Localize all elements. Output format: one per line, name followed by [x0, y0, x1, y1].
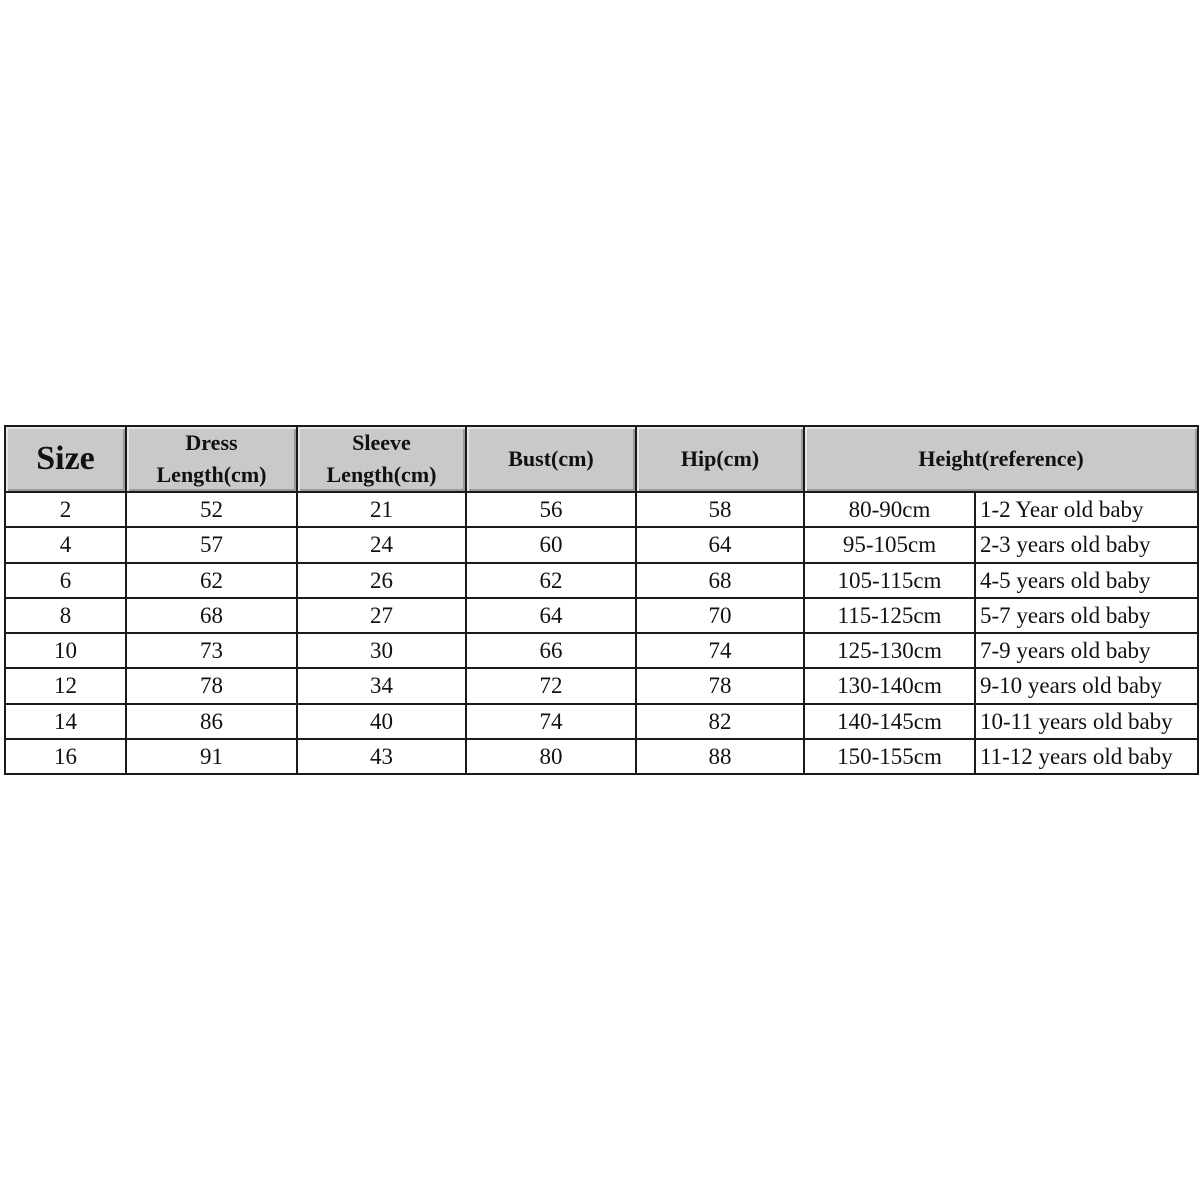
cell-hip: 70 — [636, 598, 804, 633]
cell-bust: 60 — [466, 527, 636, 562]
cell-height-cm: 140-145cm — [804, 704, 975, 739]
cell-hip: 88 — [636, 739, 804, 774]
cell-sleeve-length: 40 — [297, 704, 466, 739]
cell-bust: 80 — [466, 739, 636, 774]
cell-height-cm: 150-155cm — [804, 739, 975, 774]
table-row — [5, 527, 1198, 562]
table-row — [5, 598, 1198, 633]
cell-age-description: 5-7 years old baby — [975, 598, 1198, 633]
cell-height-cm: 80-90cm — [804, 492, 975, 527]
cell-hip: 78 — [636, 668, 804, 703]
cell-age-description: 1-2 Year old baby — [975, 492, 1198, 527]
header-dress-length-line-1: Dress — [185, 430, 238, 455]
cell-hip: 68 — [636, 563, 804, 598]
cell-bust: 56 — [466, 492, 636, 527]
cell-dress-length: 62 — [126, 563, 297, 598]
table-header — [5, 426, 1198, 492]
cell-dress-length: 73 — [126, 633, 297, 668]
table-row — [5, 563, 1198, 598]
table-row — [5, 739, 1198, 774]
cell-size: 16 — [5, 739, 126, 774]
header-dress-length-line-2: Length(cm) — [156, 462, 267, 487]
header-height-reference: Height(reference) — [804, 426, 1198, 492]
header-sleeve-length — [297, 426, 466, 492]
cell-sleeve-length: 27 — [297, 598, 466, 633]
cell-dress-length: 86 — [126, 704, 297, 739]
table-row — [5, 633, 1198, 668]
header-sleeve-length-line-1: Sleeve — [352, 430, 411, 455]
cell-dress-length: 68 — [126, 598, 297, 633]
cell-bust: 66 — [466, 633, 636, 668]
cell-sleeve-length: 21 — [297, 492, 466, 527]
table-row — [5, 704, 1198, 739]
cell-size: 8 — [5, 598, 126, 633]
cell-bust: 72 — [466, 668, 636, 703]
cell-height-cm: 95-105cm — [804, 527, 975, 562]
cell-size: 4 — [5, 527, 126, 562]
header-hip: Hip(cm) — [636, 426, 804, 492]
cell-dress-length: 91 — [126, 739, 297, 774]
cell-hip: 64 — [636, 527, 804, 562]
cell-height-cm: 130-140cm — [804, 668, 975, 703]
table-body — [5, 492, 1198, 774]
cell-age-description: 9-10 years old baby — [975, 668, 1198, 703]
cell-sleeve-length: 24 — [297, 527, 466, 562]
header-sleeve-length-line-2: Length(cm) — [326, 462, 437, 487]
cell-sleeve-length: 43 — [297, 739, 466, 774]
cell-dress-length: 78 — [126, 668, 297, 703]
cell-age-description: 10-11 years old baby — [975, 704, 1198, 739]
cell-sleeve-length: 30 — [297, 633, 466, 668]
cell-size: 6 — [5, 563, 126, 598]
cell-sleeve-length: 26 — [297, 563, 466, 598]
size-chart-table — [4, 425, 1199, 775]
cell-age-description: 4-5 years old baby — [975, 563, 1198, 598]
cell-size: 10 — [5, 633, 126, 668]
cell-height-cm: 125-130cm — [804, 633, 975, 668]
cell-dress-length: 52 — [126, 492, 297, 527]
cell-age-description: 11-12 years old baby — [975, 739, 1198, 774]
cell-height-cm: 105-115cm — [804, 563, 975, 598]
cell-hip: 58 — [636, 492, 804, 527]
cell-bust: 64 — [466, 598, 636, 633]
cell-bust: 62 — [466, 563, 636, 598]
cell-size: 14 — [5, 704, 126, 739]
cell-sleeve-length: 34 — [297, 668, 466, 703]
header-size: Size — [5, 426, 126, 492]
cell-hip: 74 — [636, 633, 804, 668]
cell-height-cm: 115-125cm — [804, 598, 975, 633]
cell-age-description: 7-9 years old baby — [975, 633, 1198, 668]
table-row — [5, 668, 1198, 703]
cell-dress-length: 57 — [126, 527, 297, 562]
cell-size: 12 — [5, 668, 126, 703]
cell-size: 2 — [5, 492, 126, 527]
cell-bust: 74 — [466, 704, 636, 739]
table-row — [5, 492, 1198, 527]
header-bust: Bust(cm) — [466, 426, 636, 492]
header-dress-length — [126, 426, 297, 492]
cell-hip: 82 — [636, 704, 804, 739]
header-row — [5, 426, 1198, 492]
cell-age-description: 2-3 years old baby — [975, 527, 1198, 562]
